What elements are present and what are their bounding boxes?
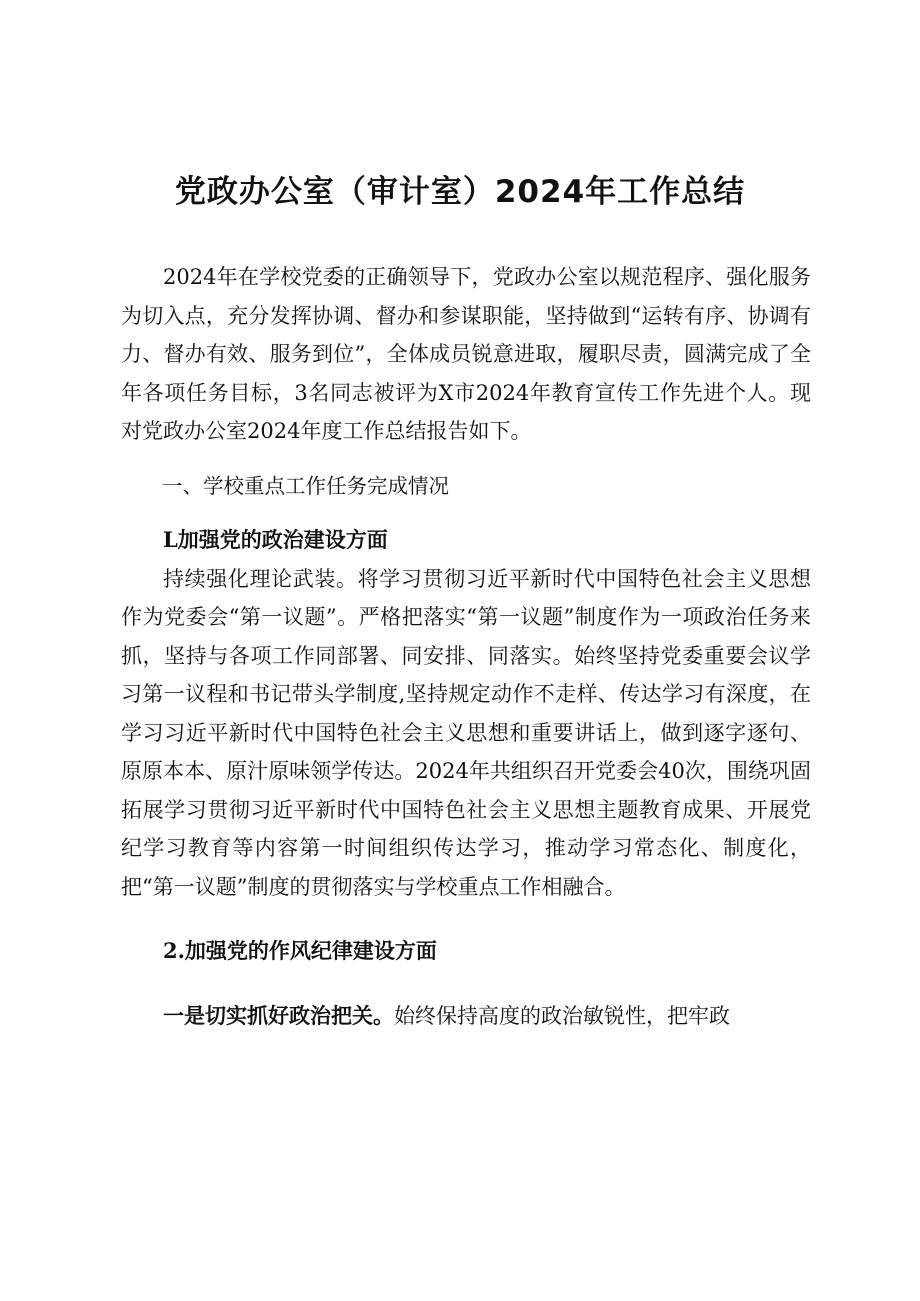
subsection-2-lead: 一是切实抓好政治把关。	[163, 1002, 394, 1028]
subsection-heading-2: 2.加强党的作风纪律建设方面	[163, 938, 437, 963]
subsection-2-text: 始终保持高度的政治敏锐性，把牢政	[394, 1003, 730, 1028]
document-body	[121, 258, 811, 1035]
subsection-heading-1: L加强党的政治建设方面	[163, 527, 388, 552]
subsection-1-paragraph: 持续强化理论武装。将学习贯彻习近平新时代中国特色社会主义思想作为党委会“第一议题”。严格把落实“第一议题”制度作为一项政治任务来抓，坚持与各项工作同部署、同安排、同落实。始终坚持党委重要会议学习第一议程和书记带头学制度,坚持规定动作不走样、传达学习有深度，在学习习近平新时代中国特色社会主义思想和重要讲话上，做到逐字逐句、原原本本、原汁原味领学传达。2024年共组织召开党委会40次，围绕巩固拓展学习贯彻习近平新时代中国特色社会主义思想主题教育成果、开展党纪学习教育等内容第一时间组织传达学习，推动学习常态化、制度化，把“第一议题”制度的贯彻落实与学校重点工作相融合。	[121, 566, 811, 899]
intro-paragraph: 2024年在学校党委的正确领导下，党政办公室以规范程序、强化服务为切入点，充分发挥协调、督办和参谋职能，坚持做到“运转有序、协调有力、督办有效、服务到位”，全体成员锐意进取，履职尽责，圆满完成了全年各项任务目标，3名同志被评为X市2024年教育宣传工作先进个人。现对党政办公室2024年度工作总结报告如下。	[121, 265, 811, 443]
section-heading-1: 一、学校重点工作任务完成情况	[162, 473, 449, 498]
subsection-2-paragraph	[121, 997, 811, 1036]
document-title: 党政办公室（审计室）2024年工作总结	[174, 174, 746, 210]
